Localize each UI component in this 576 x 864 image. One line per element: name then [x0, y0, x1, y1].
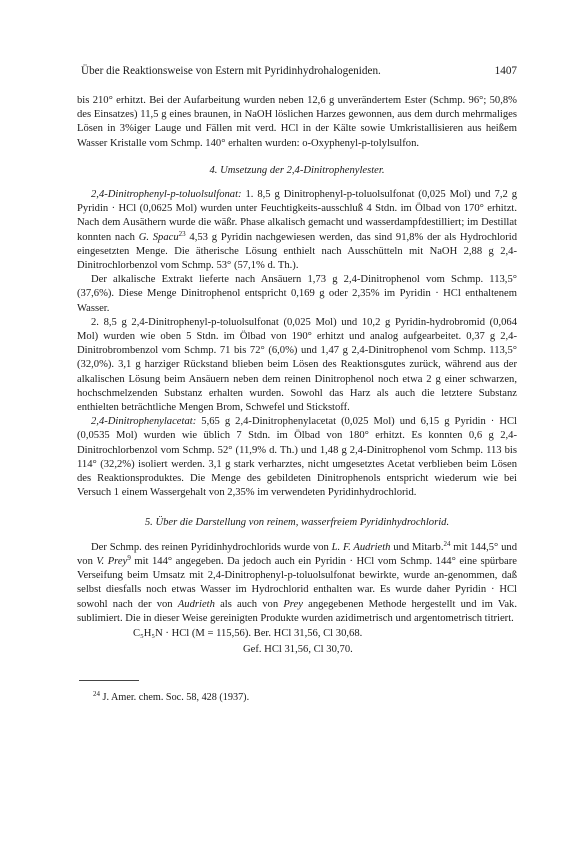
text-segment: als auch von [214, 598, 284, 610]
text-segment: 1. 8,5 g Dinitrophenyl-p-toluolsulfonat (0,025 Mol) und 7,2 g Pyridin · HCl (0,0625 Mol) wurden unter Feuchtigkeits-ausschluß 4 Stdn. im Ölbad von 170° erhitzt. Nach dem Ausäthern wurde die wäßr. Phase alkalisch gemacht und wasserdampfdestilliert; im Destillat konnten nach [77, 189, 517, 243]
text-segment: mit 144° angegeben. Da jedoch auch ein Pyridin · HCl vom Schmp. 144° eine spürbare Verseifung beim Umsatz mit 2,4-Dinitrophenyl-p-toluolsulfonat bewirkte, wurde an-genommen, daß selbst diesfalls noch etwas Wasser im Hydrochlorid enthalten war. Es wurde daher Pyridin · HCl sowohl nach der von [77, 555, 517, 610]
page-header [77, 62, 517, 80]
paragraph-versuch-2: 2. 8,5 g 2,4-Dinitrophenyl-p-toluolsulfonat (0,025 Mol) und 10,2 g Pyridin-hydrobromid (0,064 Mol) wurden wie oben 5 Stdn. im Ölbad von 190° erhitzt und analog aufgearbeitet. 0,37 g 2,4-Dinitrobrombenzol vom Schmp. 71 bis 72° (6,0%) und 1,47 g 2,4-Dinitrophenol vom Schmp. 113,5° (32,0%). 3,1 g harziger Rückstand blieben beim Lösen des Reaktionsgutes zurück, während aus der alkalischen Lösung beim Ansäuern neben dem reinen Dinitrophenol noch etwa 2 g einer schwarzen, hochschmelzenden Substanz erhalten wurden. Sowohl das Harz als auch die letztere Substanz enthielten beträchtliche Mengen Brom, Schwefel und Stickstoff. [77, 316, 517, 414]
text-segment: mit 144,5° und von [77, 541, 517, 567]
footnote [93, 691, 517, 704]
section-heading-4: 4. Umsetzung der 2,4-Dinitrophenylester. [209, 164, 385, 176]
page-number: 1407 [494, 65, 517, 77]
paragraph-schmelzpunkt [77, 541, 517, 626]
paragraph-alkalischer-extrakt: Der alkalische Extrakt lieferte nach Ansäuern 1,73 g 2,4-Dinitrophenol vom Schmp. 113,5° (37,6%). Diese Menge Dinitrophenol entspricht 0,169 g oder 2,35% im Pyridin · HCl enthaltenem Wasser. [77, 274, 517, 314]
author-name: G. Spacu [138, 231, 179, 243]
formula-found: Gef. HCl 31,56, Cl 30,70. [243, 643, 353, 655]
author-name: V. Prey [96, 555, 128, 567]
paragraph-acetat [77, 415, 517, 500]
text-segment: 5,65 g 2,4-Dinitrophenylacetat (0,025 Mol) und 6,15 g Pyridin · HCl (0,0535 Mol) wurden wie üblich 7 Stdn. im Ölbad von 180° erhitzt. Es konnten 0,6 g 2,4-Dinitrochlorbenzol vom Schmp. 52° (11,9% d. Th.) und 1,48 g 2,4-Dinitrophenol vom Schmp. 113 bis 114° (32,2%) isoliert werden. 3,1 g stark verharztes, nicht umgesetztes Acetat verblieben beim Lösen des Reaktionsproduktes. Die Menge des gebildeten Dinitrophenols entspricht wiederum wie bei Versuch 1 einem Wassergehalt von 2,35% im verwendeten Pyridinhydrochlorid. [77, 416, 517, 499]
compound-title: 2,4-Dinitrophenyl-p-toluolsulfonat: [91, 189, 242, 201]
text-segment: und Mitarb. [390, 541, 444, 553]
author-name: Audrieth [177, 598, 215, 610]
footnote-divider [79, 680, 139, 681]
author-name: Prey [283, 598, 303, 610]
text-segment: 4,53 g Pyridin nachgewiesen werden, das sind 91,8% der als Hydrochlorid eingesetzten Menge. Die ätherische Lösung enthielt nach Ausschütteln mit NaOH 2,88 g 2,4-Dinitrochlorbenzol vom Schmp. 53° (57,1% d. Th.). [77, 231, 517, 272]
compound-title: 2,4-Dinitrophenylacetat: [91, 416, 197, 428]
footnote-text: J. Amer. chem. Soc. 58, 428 (1937). [100, 691, 250, 703]
paragraph-toluolsulfonat [77, 188, 517, 273]
author-name: L. F. Audrieth [331, 541, 391, 553]
text-segment: Der Schmp. des reinen Pyridinhydrochlorids wurde von [91, 541, 332, 553]
reference-marker: 24 [443, 539, 451, 548]
footnote-marker: 24 [93, 689, 100, 698]
reference-marker: 23 [178, 229, 186, 238]
section-heading-5: 5. Über die Darstellung von reinem, wasserfreiem Pyridinhydrochlorid. [144, 517, 450, 529]
reference-marker: 9 [127, 553, 131, 562]
page [77, 62, 517, 842]
paragraph-intro: bis 210° erhitzt. Bei der Aufarbeitung wurden neben 12,6 g unverändertem Ester (Schmp. 96°; 50,8% des Einsatzes) 11,5 g eines braunen, in NaOH löslichen Harzes gewonnen, aus dem durch mehrmaliges Lösen in 3%iger Lauge und Fällen mit verd. HCl in der Kälte sowie Umkristallisieren aus heißem Wasser Kristalle vom Schmp. 140° erhalten wurden: o-Oxyphenyl-p-tolylsulfon. [77, 95, 517, 149]
text-segment: angegebenen Methode hergestellt und im Vak. sublimiert. Die in dieser Weise gereinigten Produkte wurden azidimetrisch und argentometrisch titriert. [77, 598, 517, 624]
formula-calculated: C₅H₅N · HCl (M = 115,56). Ber. HCl 31,56, Cl 30,68. [133, 627, 363, 639]
running-title: Über die Reaktionsweise von Estern mit Pyridinhydrohalogeniden. [81, 65, 381, 77]
